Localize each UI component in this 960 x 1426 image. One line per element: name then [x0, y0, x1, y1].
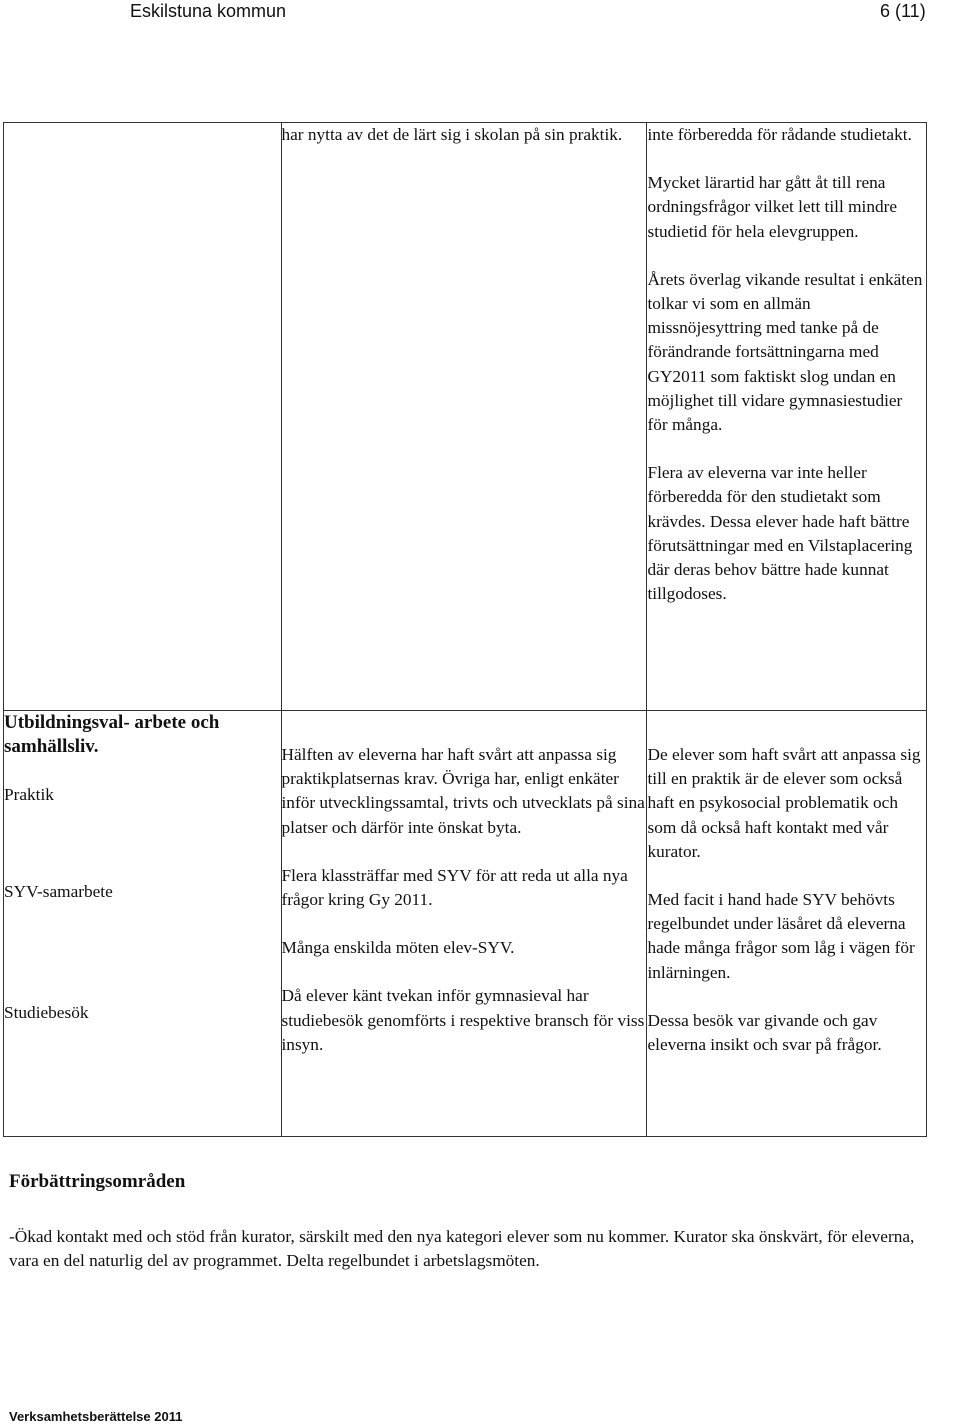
organization-name: Eskilstuna kommun — [130, 1, 287, 21]
table-row — [4, 123, 927, 711]
page-number: 6 (11) — [880, 1, 926, 21]
table-cell-results — [281, 711, 647, 1137]
table-cell-analysis — [647, 123, 927, 711]
table-cell-area — [4, 711, 282, 1137]
cell-paragraph: inte förberedda för rådande studietakt. — [647, 125, 912, 144]
evaluation-table — [3, 122, 927, 1137]
table-cell-analysis — [647, 711, 927, 1137]
section-body: -Ökad kontakt med och stöd från kurator, särskilt med den nya kategori elever som nu kommer. Kurator ska önskvärt, för eleverna, vara en del naturlig del av programmet. Delta regelbundet i arbetslagsmöten. — [9, 1227, 915, 1271]
cell-paragraph: Då elever känt tvekan inför gymnasieval har studiebesök genomförts i respektive bransch för viss insyn. — [281, 986, 645, 1054]
area-item-praktik: Praktik — [4, 785, 54, 804]
cell-paragraph: Årets överlag vikande resultat i enkäten tolkar vi som en allmän missnöjesyttring med tanke på de förändrande fortsättningarna med GY2011 som faktiskt slog undan en möjlighet till vidare gymnasiestudier för många. — [647, 269, 923, 435]
cell-paragraph: Flera av eleverna var inte heller förberedda för den studietakt som krävdes. Dessa elever hade haft bättre förutsättningar med en Vilstaplacering där deras behov bättre hade kunnat tillgodoses. — [647, 463, 913, 604]
cell-paragraph: Hälften av eleverna har haft svårt att anpassa sig praktikplatsernas krav. Övriga har, enligt enkäter inför utvecklingssamtal, trivts och utvecklats på sina platser och därför inte önskat byta. — [281, 745, 645, 837]
cell-paragraph: Flera klassträffar med SYV för att reda ut alla nya frågor kring Gy 2011. — [281, 865, 628, 910]
table-row — [4, 711, 927, 1137]
cell-paragraph: har nytta av det de lärt sig i skolan på sin praktik. — [281, 125, 623, 144]
table-cell-results — [281, 123, 647, 711]
page-header — [0, 0, 960, 24]
footer-title: Verksamhetsberättelse 2011 — [9, 1409, 183, 1424]
cell-paragraph: Mycket lärartid har gått åt till rena ordningsfrågor vilket lett till mindre studietid för hela elevgruppen. — [647, 173, 898, 241]
section-heading: Förbättringsområden — [9, 1171, 186, 1192]
cell-paragraph: Med facit i hand hade SYV behövts regelbundet under läsåret då eleverna hade många frågor som låg i vägen för inlärningen. — [647, 890, 915, 982]
cell-paragraph: De elever som haft svårt att anpassa sig till en praktik är de elever som också haft en psykosocial problematik och som då också haft kontakt med vår kurator. — [647, 745, 921, 861]
cell-paragraph: Många enskilda möten elev-SYV. — [281, 938, 515, 958]
area-heading: Utbildningsval- arbete och samhällsliv. — [4, 712, 220, 757]
cell-paragraph: Dessa besök var givande och gav eleverna insikt och svar på frågor. — [647, 1010, 882, 1055]
area-item-studiebesok: Studiebesök — [4, 1003, 89, 1023]
table-cell-empty — [4, 123, 282, 711]
area-item-syv: SYV-samarbete — [4, 882, 113, 902]
